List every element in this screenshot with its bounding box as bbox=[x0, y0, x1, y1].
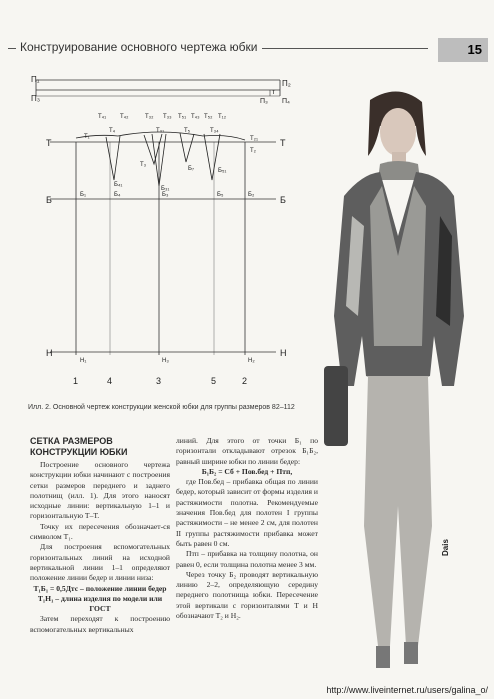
paragraph: Через точку Б₂ проводят вертикальную линию 2–2, определяющую середину переднего полотнища юбки. Пересечение этой вертикали с горизонталями Т и Н обозначают Т₂ и Н₂. bbox=[176, 569, 318, 621]
section-title: СЕТКА РАЗМЕРОВ КОНСТРУКЦИИ ЮБКИ bbox=[30, 436, 128, 457]
line-number-2: 2 bbox=[242, 376, 248, 386]
label-t34: Т₃₄ bbox=[210, 128, 219, 134]
label-t51: Т₅₁ bbox=[178, 114, 187, 120]
label-t31: Т₃₁ bbox=[156, 128, 165, 134]
label-p1: П₁ bbox=[31, 75, 40, 84]
label-t21: Т₂₁ bbox=[250, 136, 259, 142]
label-b-right: Б bbox=[280, 195, 286, 205]
label-t12: Т₁₂ bbox=[218, 114, 227, 120]
label-p2: П₂ bbox=[282, 79, 291, 88]
label-b3: Б₃ bbox=[162, 192, 169, 198]
paragraph: линий. Для этого от точки Б₁ по горизонтали откладывают отрезок Б₁Б₂, равный ширине юбки по линии бедер: bbox=[176, 436, 318, 466]
label-b51: Б₅₁ bbox=[218, 168, 227, 174]
label-p4: П₄ bbox=[282, 98, 290, 105]
label-b4: Б₄ bbox=[114, 192, 121, 198]
label-t41: Т₄₁ bbox=[98, 114, 107, 120]
label-p3-left: П₃ bbox=[31, 94, 41, 103]
skirt-draft-diagram bbox=[28, 70, 298, 390]
label-b41: Б₄₁ bbox=[114, 182, 123, 188]
paragraph: Точку их пересечения обозначает-ся символом Т₁. bbox=[30, 521, 170, 542]
line-number-3: 3 bbox=[156, 376, 162, 386]
label-b1: Б₁ bbox=[80, 192, 86, 198]
paragraph: Для построения вспомогательных горизонтальных линий на исходной вертикальной линии 1–1 определяют положение линии бедер и линии низа: bbox=[30, 542, 170, 583]
label-h-left: Н bbox=[46, 348, 53, 358]
paragraph: Птп – прибавка на толщину полотна, он равен 0, если толщина полотна менее 3 мм. bbox=[176, 549, 318, 569]
formula: Т₁Б₁ = 0,5Дтс – положение линии бедер bbox=[33, 583, 167, 593]
label-t32: Т₃₂ bbox=[145, 114, 154, 120]
label-t1: Т₁ bbox=[84, 134, 90, 140]
label-t43: Т₄₃ bbox=[191, 114, 200, 120]
label-t42: Т₄₂ bbox=[120, 114, 129, 120]
label-h2: Н₂ bbox=[248, 358, 255, 364]
text-column-1 bbox=[30, 460, 170, 635]
fashion-model-photo bbox=[322, 86, 472, 681]
line-number-5: 5 bbox=[211, 376, 217, 386]
header-title: Конструирование основного чертежа юбки bbox=[16, 40, 262, 54]
text-column-2 bbox=[176, 436, 318, 621]
formula: Т₁Н₁ – длина изделия по модели или ГОСТ bbox=[37, 593, 163, 614]
label-t2: Т₂ bbox=[250, 148, 256, 154]
label-t52: Т₅₂ bbox=[204, 114, 213, 120]
label-t33: Т₃₃ bbox=[163, 114, 172, 120]
label-h-right: Н bbox=[280, 348, 287, 358]
label-b2: Б₂ bbox=[248, 192, 255, 198]
label-h3: Н₃ bbox=[162, 358, 169, 364]
label-p3-right: П₃ bbox=[260, 98, 268, 105]
formula: Б₁Б₂ = Сб + Пов.бед + Птп, bbox=[201, 466, 293, 476]
label-t-right: Т bbox=[280, 138, 286, 148]
paragraph: Затем переходят к построению вспомогательных вертикальных bbox=[30, 614, 170, 634]
label-b31: Б₃₁ bbox=[161, 186, 170, 192]
label-h1: Н₁ bbox=[80, 358, 87, 364]
figure-caption: Илл. 2. Основной чертеж конструкции женской юбки для группы размеров 82–112 bbox=[28, 404, 295, 411]
page-header bbox=[0, 38, 494, 60]
photo-watermark: Dais bbox=[441, 539, 450, 556]
footer-url: http://www.liveinternet.ru/users/galina_o/ bbox=[326, 685, 488, 695]
paragraph: Построение основного чертежа конструкции юбки начинают с построения сетки размеров переднего и заднего полотнищ (илл. 1). Для этого наносят исходные линии: вертикальную 1–1 и горизонтальную Т–Т. bbox=[30, 460, 170, 521]
line-number-4: 4 bbox=[107, 376, 113, 386]
label-t3: Т₃ bbox=[140, 162, 147, 168]
page-number: 15 bbox=[438, 38, 488, 62]
label-t-small: т bbox=[272, 89, 276, 96]
label-t5: Т₅ bbox=[184, 128, 191, 134]
line-number-1: 1 bbox=[73, 376, 79, 386]
label-b5: Б₅ bbox=[217, 192, 224, 198]
paragraph: где Пов.бед – прибавка общая по линии бедер, который зависит от формы изделия и растяжимости полотна. Рекомендуемые значения Пов.бед для полотен I группы растяжимости – не менее 2 см, для полотен II группы растяжимости прибавка может быть равен 0 см. bbox=[176, 477, 318, 548]
label-t4: Т₄ bbox=[109, 128, 116, 134]
label-b-left: Б bbox=[46, 195, 52, 205]
label-b7: Б₇ bbox=[188, 166, 194, 172]
label-t-left: Т bbox=[46, 138, 52, 148]
